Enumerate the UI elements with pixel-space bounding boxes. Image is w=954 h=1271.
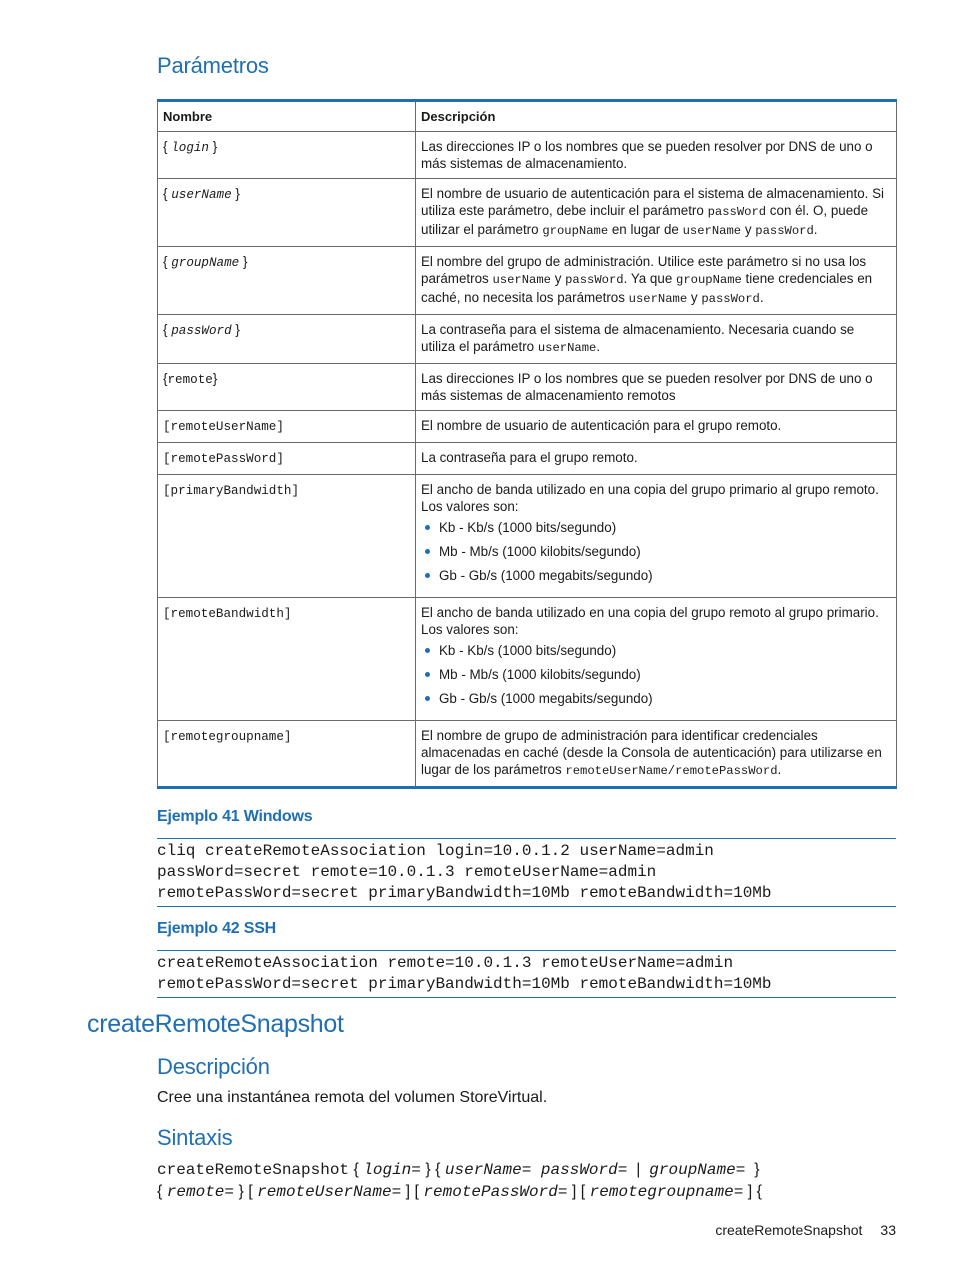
parameter-name: [primaryBandwidth] xyxy=(163,484,300,498)
syntax-punctuation: ] [ xyxy=(401,1183,424,1200)
syntax-punctuation: ] [ xyxy=(567,1183,590,1200)
table-row xyxy=(158,721,897,788)
page-footer xyxy=(0,1222,896,1238)
parameter-description-cell xyxy=(416,598,897,721)
parameter-name: userName xyxy=(171,188,232,202)
inline-code: userName xyxy=(628,292,688,306)
descripcion-heading: Descripción xyxy=(157,1054,270,1079)
parameter-description-cell xyxy=(416,179,897,247)
syntax-punctuation: } { xyxy=(420,1161,445,1178)
parameter-name-cell xyxy=(158,364,416,411)
syntax-punctuation: ] { xyxy=(743,1183,762,1200)
syntax-punctuation: | xyxy=(627,1161,650,1178)
code-line: remotePassWord=secret primaryBandwidth=10Mb remoteBandwidth=10Mb xyxy=(157,975,772,993)
table-header-row xyxy=(158,101,897,132)
brace-open: { xyxy=(163,371,168,386)
descripcion-text: Cree una instantánea remota del volumen StoreVirtual. xyxy=(157,1089,548,1106)
example-42-label: Ejemplo 42 SSH xyxy=(157,920,277,937)
table-row xyxy=(158,443,897,475)
syntax-parameter: userName= passWord= xyxy=(444,1161,628,1179)
brace-close: } xyxy=(239,254,248,269)
parameter-description-cell xyxy=(416,443,897,475)
brace-close: } xyxy=(231,322,240,337)
sintaxis-heading: Sintaxis xyxy=(157,1125,233,1150)
description-text: . xyxy=(596,339,601,354)
brace-close: } xyxy=(212,371,218,386)
parameter-name: [remoteBandwidth] xyxy=(163,607,292,621)
syntax-punctuation: } xyxy=(745,1161,760,1178)
page-number: 33 xyxy=(880,1222,896,1238)
footer-title: createRemoteSnapshot xyxy=(715,1222,863,1238)
table-row xyxy=(158,475,897,598)
description-text: Las direcciones IP o los nombres que se pueden resolver por DNS de uno o más sistemas de almacenamiento remotos xyxy=(421,371,873,403)
parameter-description-cell xyxy=(416,315,897,364)
description-text: . xyxy=(777,762,782,777)
inline-code: passWord xyxy=(707,205,767,219)
parameter-name-cell xyxy=(158,475,416,598)
parameter-name: passWord xyxy=(171,324,232,338)
description-text: con él. O, puede utilizar el parámetro xyxy=(421,203,869,237)
brace-open: { xyxy=(163,186,172,201)
column-header-description: Descripción xyxy=(416,101,897,132)
inline-code: remoteUserName/remotePassWord xyxy=(565,764,778,778)
code-line: createRemoteAssociation remote=10.0.1.3 remoteUserName=admin xyxy=(157,954,734,972)
description-text: El ancho de banda utilizado en una copia del grupo remoto al grupo primario. Los valores son: xyxy=(421,605,879,637)
description-text: El nombre de usuario de autenticación para el grupo remoto. xyxy=(421,418,782,433)
table-row xyxy=(158,364,897,411)
parameter-name: [remoteUserName] xyxy=(163,420,284,434)
syntax-parameter: login= xyxy=(363,1161,421,1179)
syntax-line-2 xyxy=(157,1181,897,1203)
syntax-punctuation: { xyxy=(157,1183,167,1200)
description-text: y xyxy=(687,290,702,305)
table-row xyxy=(158,411,897,443)
parameters-table xyxy=(157,99,897,789)
syntax-parameter: remotegroupname= xyxy=(589,1183,744,1201)
description-text: Las direcciones IP o los nombres que se pueden resolver por DNS de uno o más sistemas de almacenamiento. xyxy=(421,139,873,171)
parameter-description-cell xyxy=(416,247,897,315)
syntax-punctuation: { xyxy=(349,1161,364,1178)
description-text: . xyxy=(813,222,818,237)
values-list xyxy=(421,519,891,584)
parameter-name-cell xyxy=(158,132,416,179)
example-41-code xyxy=(157,838,896,907)
parameter-description-cell xyxy=(416,411,897,443)
description-text: y xyxy=(550,271,566,286)
syntax-line-1 xyxy=(157,1159,897,1181)
parameter-name-cell xyxy=(158,315,416,364)
syntax-punctuation: } [ xyxy=(234,1183,258,1200)
parameter-name-cell xyxy=(158,411,416,443)
brace-open: { xyxy=(163,139,172,154)
section-title: createRemoteSnapshot xyxy=(87,1010,344,1038)
brace-close: } xyxy=(209,139,218,154)
table-row xyxy=(158,179,897,247)
description-text: en lugar de xyxy=(608,222,683,237)
code-line: passWord=secret remote=10.0.1.3 remoteUserName=admin xyxy=(157,863,657,881)
values-list xyxy=(421,642,891,707)
table-row xyxy=(158,247,897,315)
parameter-name-cell xyxy=(158,247,416,315)
list-item: Kb - Kb/s (1000 bits/segundo) xyxy=(421,519,891,536)
inline-code: groupName xyxy=(676,273,742,287)
parameter-description-cell xyxy=(416,132,897,179)
table-row xyxy=(158,598,897,721)
syntax-parameter: remoteUserName= xyxy=(257,1183,402,1201)
description-text: El ancho de banda utilizado en una copia del grupo primario al grupo remoto. Los valores son: xyxy=(421,482,879,514)
brace-open: { xyxy=(163,322,172,337)
inline-code: userName xyxy=(492,273,551,287)
description-text: . xyxy=(759,290,764,305)
parameter-name-cell xyxy=(158,721,416,788)
description-text: El nombre del grupo de administración. Utilice este parámetro si no usa los parámetros xyxy=(421,254,867,286)
list-item: Gb - Gb/s (1000 megabits/segundo) xyxy=(421,567,891,584)
description-text: La contraseña para el sistema de almacenamiento. Necesaria cuando se utiliza el parámetro xyxy=(421,322,855,354)
table-row xyxy=(158,132,897,179)
brace-close: } xyxy=(231,186,240,201)
list-item: Mb - Mb/s (1000 kilobits/segundo) xyxy=(421,543,891,560)
column-header-name: Nombre xyxy=(158,101,416,132)
inline-code: userName xyxy=(682,224,742,238)
description-text: El nombre de grupo de administración para identificar credenciales almacenadas en caché (desde la Consola de autenticación) para utilizarse en lugar de los parámetros xyxy=(421,728,882,777)
list-item: Gb - Gb/s (1000 megabits/segundo) xyxy=(421,690,891,707)
parameter-name: [remotePassWord] xyxy=(163,452,284,466)
list-item: Mb - Mb/s (1000 kilobits/segundo) xyxy=(421,666,891,683)
parameter-description-cell xyxy=(416,721,897,788)
description-text: El nombre de usuario de autenticación para el sistema de almacenamiento. Si utiliza este parámetro, debe incluir el parámetro xyxy=(421,186,884,218)
parameter-name-cell xyxy=(158,179,416,247)
parameter-description-cell xyxy=(416,475,897,598)
syntax-parameter: groupName= xyxy=(649,1161,746,1179)
parameter-name: groupName xyxy=(171,256,240,270)
syntax-parameter: remote= xyxy=(166,1183,235,1201)
inline-code: passWord xyxy=(701,292,760,306)
parameter-name-cell xyxy=(158,443,416,475)
parameter-name: login xyxy=(171,141,209,155)
syntax-parameter: remotePassWord= xyxy=(423,1183,568,1201)
table-row xyxy=(158,315,897,364)
syntax-command: createRemoteSnapshot xyxy=(157,1161,350,1179)
code-line: remotePassWord=secret primaryBandwidth=10Mb remoteBandwidth=10Mb xyxy=(157,884,772,902)
description-text: tiene credenciales en caché, no necesita los parámetros xyxy=(421,271,873,305)
parameter-name-cell xyxy=(158,598,416,721)
brace-open: { xyxy=(163,254,172,269)
parameter-name: [remotegroupname] xyxy=(163,730,292,744)
syntax-block xyxy=(157,1159,897,1203)
inline-code: userName xyxy=(537,341,597,355)
example-42-code xyxy=(157,950,896,998)
parametros-heading: Parámetros xyxy=(157,53,269,78)
code-line: cliq createRemoteAssociation login=10.0.1.2 userName=admin xyxy=(157,842,714,860)
table-body xyxy=(158,132,897,788)
parameter-description-cell xyxy=(416,364,897,411)
list-item: Kb - Kb/s (1000 bits/segundo) xyxy=(421,642,891,659)
example-41-label: Ejemplo 41 Windows xyxy=(157,808,313,825)
inline-code: groupName xyxy=(542,224,609,238)
description-text: y xyxy=(741,222,756,237)
inline-code: passWord xyxy=(755,224,814,238)
description-text: La contraseña para el grupo remoto. xyxy=(421,450,638,465)
description-text: . Ya que xyxy=(623,271,676,286)
inline-code: passWord xyxy=(565,273,624,287)
parameter-name: remote xyxy=(167,373,213,387)
